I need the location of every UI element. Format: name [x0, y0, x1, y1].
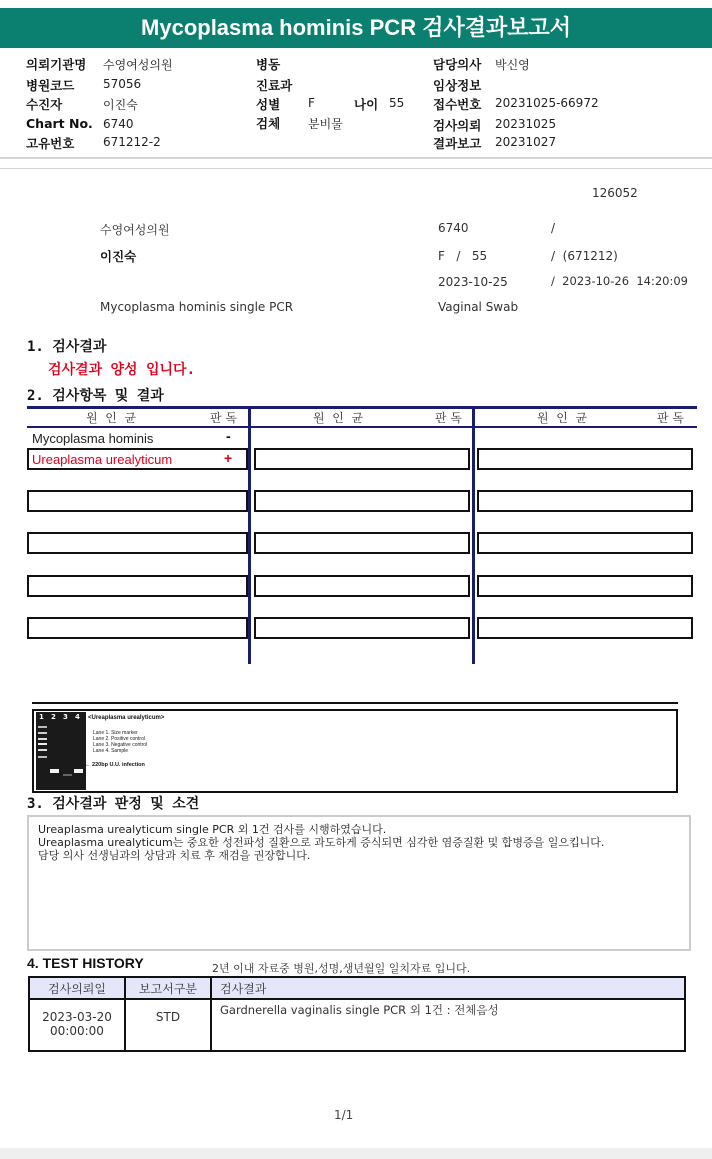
column-divider — [472, 406, 475, 664]
findings-box — [27, 815, 691, 951]
history-col-date: 검사의뢰일 — [29, 977, 125, 999]
history-header-row — [29, 977, 685, 999]
gel-band — [50, 769, 59, 773]
sex-label: 성별 — [256, 97, 281, 112]
organism-name: Mycoplasma hominis — [32, 431, 154, 446]
specimen-value: 분비물 — [308, 117, 343, 131]
gel-band — [38, 738, 47, 740]
history-date-cell — [29, 999, 125, 1051]
gel-electrophoresis-image — [36, 712, 86, 790]
section2-heading: 2. 검사항목 및 결과 — [27, 388, 164, 404]
findings-line: 담당 의사 선생님과의 상담과 치료 후 재검을 권장합니다. — [38, 849, 311, 862]
header-label: 수진자 — [26, 97, 63, 112]
gel-legend-line: Lane 4. Sample — [93, 748, 129, 754]
gel-band — [38, 756, 47, 758]
gel-band — [74, 769, 83, 773]
header-label: 고유번호 — [26, 136, 75, 151]
header-value: 이진숙 — [103, 98, 138, 112]
history-table — [28, 976, 686, 1052]
gel-legend-line: Lane 1. Size marker — [93, 730, 138, 736]
age-label: 나이 — [354, 97, 379, 112]
col-header-judgment: 판 독 — [657, 411, 684, 425]
section4-heading: 4. TEST HISTORY — [27, 955, 144, 971]
col-header-organism: 원 인 균 — [86, 411, 137, 425]
gel-band — [38, 726, 47, 728]
gel-band — [38, 743, 47, 745]
header-label: 임상정보 — [433, 78, 482, 93]
history-result: Gardnerella vaginalis single PCR 외 1건 : 전체음성 — [211, 999, 685, 1051]
history-note: 2년 이내 자료중 병원,성명,생년월일 일치자료 입니다. — [212, 962, 471, 975]
report-code: 126052 — [592, 186, 638, 200]
gel-lane-label: 4 — [75, 713, 80, 721]
header-label: 담당의사 — [433, 57, 482, 72]
gel-legend-line: Lane 2. Positive control — [93, 736, 145, 742]
result-cell — [254, 617, 470, 639]
dept-label: 진료과 — [256, 78, 293, 93]
judgment-positive: + — [224, 450, 233, 466]
result-status: 검사결과 양성 입니다. — [48, 362, 196, 378]
summary-hospital: 수영여성의원 — [100, 223, 170, 237]
result-cell — [254, 448, 470, 470]
page-bottom-strip — [0, 1148, 712, 1159]
header-value: 20231025 — [495, 117, 557, 131]
gel-title: <Ureaplasma urealyticum> — [88, 715, 165, 721]
col-header-judgment: 판 독 — [210, 411, 237, 425]
header-label: Chart No. — [26, 116, 93, 131]
header-label: 병원코드 — [26, 78, 75, 93]
column-divider — [248, 406, 251, 664]
history-col-result: 검사결과 — [211, 977, 685, 999]
gel-lane-label: 2 — [51, 713, 56, 721]
header-value: 20231027 — [495, 135, 557, 149]
result-cell — [477, 490, 693, 512]
judgment-negative: - — [226, 428, 231, 444]
result-cell — [27, 490, 248, 512]
section1-heading: 1. 검사결과 — [27, 339, 107, 355]
gel-top-rule — [32, 702, 678, 704]
header-value: 671212-2 — [103, 135, 161, 149]
summary-specimen: Vaginal Swab — [438, 300, 519, 314]
header-value: 수영여성의원 — [103, 58, 173, 72]
result-cell — [254, 490, 470, 512]
report-title: Mycoplasma hominis PCR 검사결과보고서 — [0, 8, 712, 48]
result-cell — [477, 617, 693, 639]
result-cell — [27, 575, 248, 597]
result-cell — [27, 617, 248, 639]
col-header-organism: 원 인 균 — [537, 411, 588, 425]
arrow-left-icon: ← — [85, 762, 93, 768]
summary-sex-age: F / 55 — [438, 249, 488, 263]
specimen-label: 검체 — [256, 116, 281, 131]
header-label: 의뢰기관명 — [26, 57, 87, 72]
header-label: 접수번호 — [433, 97, 482, 112]
summary-date: 2023-10-25 — [438, 275, 508, 289]
header-label: 검사의뢰 — [433, 118, 482, 133]
history-col-type: 보고서구분 — [125, 977, 211, 999]
header-value: 20231025-66972 — [495, 96, 599, 110]
result-cell — [477, 532, 693, 554]
age-value: 55 — [389, 96, 405, 110]
history-type: STD — [125, 999, 211, 1051]
result-cell — [27, 532, 248, 554]
result-cell — [254, 532, 470, 554]
section3-heading: 3. 검사결과 판정 및 소견 — [27, 796, 200, 812]
findings-line: Ureaplasma urealyticum single PCR 외 1건 검사를 시행하였습니다. — [38, 823, 387, 836]
gel-lane-label: 1 — [39, 713, 44, 721]
gel-legend — [93, 730, 147, 754]
gel-band-label: 220bp U.U. infection — [92, 762, 145, 768]
summary-datetime: / 2023-10-26 14:20:09 — [551, 274, 688, 288]
summary-test: Mycoplasma hominis single PCR — [100, 300, 294, 314]
history-time: 00:00:00 — [50, 1024, 104, 1038]
header-value: 박신영 — [495, 58, 530, 72]
summary-slash: / — [551, 221, 556, 235]
gel-band — [63, 774, 72, 776]
gel-band-annotation — [85, 762, 145, 768]
findings-line: Ureaplasma urealyticum는 중요한 성전파성 질환으로 과도하게 증식되면 심각한 염증질환 및 합병증을 일으킵니다. — [38, 836, 605, 849]
summary-chart: 6740 — [438, 221, 469, 235]
col-header-judgment: 판 독 — [435, 411, 462, 425]
result-cell — [477, 448, 693, 470]
header-separator — [0, 157, 712, 159]
result-cell — [477, 575, 693, 597]
summary-patient: 이진숙 — [100, 249, 137, 264]
history-row — [29, 999, 685, 1051]
sex-value: F — [308, 96, 315, 110]
header-label: 결과보고 — [433, 136, 482, 151]
header-separator — [0, 168, 712, 169]
result-cell — [254, 575, 470, 597]
gel-legend-line: Lane 3. Negative control — [93, 742, 148, 748]
col-header-organism: 원 인 균 — [313, 411, 364, 425]
history-date: 2023-03-20 — [42, 1010, 112, 1024]
organism-name-positive: Ureaplasma urealyticum — [32, 452, 173, 467]
ward-label: 병동 — [256, 57, 281, 72]
header-value: 57056 — [103, 77, 142, 91]
page-number: 1/1 — [334, 1108, 354, 1122]
gel-band — [38, 732, 47, 734]
gel-band — [38, 749, 47, 751]
summary-id: / (671212) — [551, 249, 618, 263]
table-header-rule — [27, 426, 697, 428]
header-value: 6740 — [103, 117, 134, 131]
gel-lane-label: 3 — [63, 713, 68, 721]
